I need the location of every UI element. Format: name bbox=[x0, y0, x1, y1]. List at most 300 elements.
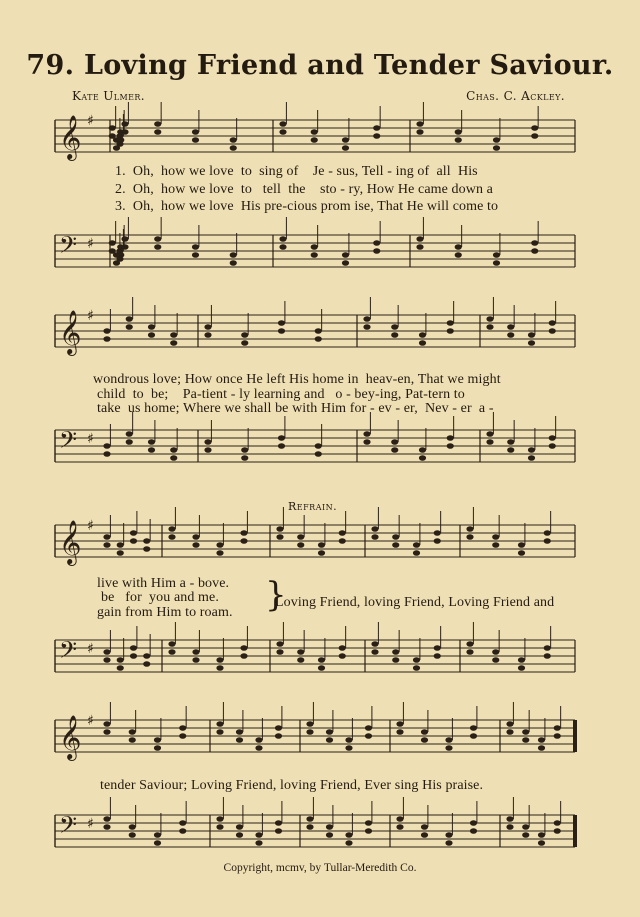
note-head bbox=[506, 721, 513, 727]
note-head bbox=[278, 328, 285, 334]
note-head bbox=[117, 665, 124, 671]
note-head bbox=[421, 729, 428, 735]
note-head bbox=[531, 125, 538, 131]
note-head bbox=[345, 745, 352, 751]
note-head bbox=[255, 840, 262, 846]
note-head bbox=[311, 129, 318, 135]
note-head bbox=[241, 332, 248, 338]
note-head bbox=[109, 248, 116, 254]
note-head bbox=[103, 649, 110, 655]
note-head bbox=[109, 125, 116, 131]
note-head bbox=[538, 737, 545, 743]
system-1-bass-staff bbox=[0, 225, 640, 285]
system-3-treble-staff bbox=[0, 515, 640, 575]
note-head bbox=[447, 443, 454, 449]
note-head bbox=[275, 725, 282, 731]
note-head bbox=[373, 133, 380, 139]
note-head bbox=[216, 721, 223, 727]
note-head bbox=[240, 645, 247, 651]
note-head bbox=[241, 340, 248, 346]
note-head bbox=[339, 530, 346, 536]
note-head bbox=[416, 121, 423, 127]
note-head bbox=[549, 328, 556, 334]
note-head bbox=[276, 641, 283, 647]
note-head bbox=[154, 244, 161, 250]
copyright-notice: Copyright, mcmv, by Tullar-Meredith Co. bbox=[223, 862, 417, 874]
system-2-verse-3: take us home; Where we shall be with Him for - ev - er, Nev - er a - bbox=[97, 401, 494, 416]
note-head bbox=[318, 542, 325, 548]
note-head bbox=[103, 729, 110, 735]
note-head bbox=[419, 447, 426, 453]
note-head bbox=[391, 332, 398, 338]
note-head bbox=[531, 240, 538, 246]
note-head bbox=[507, 439, 514, 445]
note-head bbox=[492, 534, 499, 540]
note-head bbox=[116, 248, 123, 254]
note-head bbox=[276, 534, 283, 540]
note-head bbox=[129, 832, 136, 838]
note-head bbox=[148, 439, 155, 445]
note-head bbox=[154, 832, 161, 838]
system-3-verse-1: live with Him a - bove. bbox=[97, 576, 230, 591]
sharp-icon: ♯ bbox=[87, 113, 94, 129]
note-head bbox=[240, 653, 247, 659]
note-head bbox=[396, 816, 403, 822]
note-head bbox=[170, 455, 177, 461]
system-1-verse-2: 2. Oh, how we love to tell the sto - ry, How He came down a bbox=[115, 182, 493, 197]
note-head bbox=[396, 721, 403, 727]
note-head bbox=[311, 244, 318, 250]
note-head bbox=[365, 725, 372, 731]
note-head bbox=[470, 725, 477, 731]
note-head bbox=[103, 657, 110, 663]
note-head bbox=[373, 248, 380, 254]
note-head bbox=[179, 725, 186, 731]
note-head bbox=[192, 244, 199, 250]
note-head bbox=[275, 820, 282, 826]
note-head bbox=[528, 332, 535, 338]
note-head bbox=[455, 244, 462, 250]
note-head bbox=[486, 431, 493, 437]
note-head bbox=[544, 645, 551, 651]
note-head bbox=[413, 665, 420, 671]
note-head bbox=[170, 340, 177, 346]
note-head bbox=[506, 729, 513, 735]
note-head bbox=[192, 129, 199, 135]
note-head bbox=[522, 824, 529, 830]
note-head bbox=[130, 645, 137, 651]
note-head bbox=[116, 133, 123, 139]
note-head bbox=[326, 832, 333, 838]
system-3-verse-2: be for you and me. bbox=[101, 590, 219, 605]
system-2-verse-1: wondrous love; How once He left His home in heav-en, That we might bbox=[93, 372, 501, 387]
note-head bbox=[255, 745, 262, 751]
note-head bbox=[342, 252, 349, 258]
note-head bbox=[447, 328, 454, 334]
note-head bbox=[236, 832, 243, 838]
note-head bbox=[204, 447, 211, 453]
note-head bbox=[130, 653, 137, 659]
note-head bbox=[342, 137, 349, 143]
note-head bbox=[121, 121, 128, 127]
note-head bbox=[168, 649, 175, 655]
note-head bbox=[179, 733, 186, 739]
note-head bbox=[492, 542, 499, 548]
note-head bbox=[507, 332, 514, 338]
note-head bbox=[421, 824, 428, 830]
verse-brace: } bbox=[265, 575, 287, 615]
note-head bbox=[117, 657, 124, 663]
note-head bbox=[470, 828, 477, 834]
sharp-icon: ♯ bbox=[87, 236, 94, 252]
note-head bbox=[318, 657, 325, 663]
note-head bbox=[216, 665, 223, 671]
note-head bbox=[297, 542, 304, 548]
note-head bbox=[103, 824, 110, 830]
note-head bbox=[345, 832, 352, 838]
note-head bbox=[129, 737, 136, 743]
note-head bbox=[466, 641, 473, 647]
note-head bbox=[116, 141, 123, 147]
note-head bbox=[109, 240, 116, 246]
system-2-bass-staff bbox=[0, 420, 640, 480]
note-head bbox=[455, 137, 462, 143]
note-head bbox=[455, 252, 462, 258]
note-head bbox=[549, 435, 556, 441]
note-head bbox=[371, 534, 378, 540]
note-head bbox=[522, 737, 529, 743]
note-head bbox=[143, 653, 150, 659]
note-head bbox=[129, 824, 136, 830]
note-head bbox=[179, 820, 186, 826]
note-head bbox=[276, 526, 283, 532]
note-head bbox=[103, 534, 110, 540]
note-head bbox=[365, 828, 372, 834]
system-3-refrain: Loving Friend, loving Friend, Loving Friend and bbox=[275, 595, 555, 610]
note-head bbox=[447, 320, 454, 326]
note-head bbox=[297, 649, 304, 655]
note-head bbox=[204, 324, 211, 330]
note-head bbox=[103, 451, 110, 457]
note-head bbox=[216, 824, 223, 830]
note-head bbox=[392, 534, 399, 540]
note-head bbox=[371, 526, 378, 532]
sharp-icon: ♯ bbox=[87, 713, 94, 729]
note-head bbox=[538, 840, 545, 846]
note-head bbox=[315, 336, 322, 342]
sharp-icon: ♯ bbox=[87, 308, 94, 324]
note-head bbox=[168, 526, 175, 532]
note-head bbox=[148, 324, 155, 330]
note-head bbox=[554, 733, 561, 739]
note-head bbox=[192, 649, 199, 655]
note-head bbox=[434, 653, 441, 659]
note-head bbox=[311, 252, 318, 258]
note-head bbox=[528, 455, 535, 461]
note-head bbox=[240, 538, 247, 544]
note-head bbox=[103, 542, 110, 548]
note-head bbox=[315, 443, 322, 449]
note-head bbox=[278, 320, 285, 326]
note-head bbox=[129, 729, 136, 735]
note-head bbox=[315, 328, 322, 334]
note-head bbox=[345, 840, 352, 846]
note-head bbox=[216, 542, 223, 548]
note-head bbox=[121, 236, 128, 242]
note-head bbox=[522, 729, 529, 735]
note-head bbox=[392, 649, 399, 655]
note-head bbox=[528, 340, 535, 346]
note-head bbox=[363, 439, 370, 445]
note-head bbox=[306, 824, 313, 830]
note-head bbox=[421, 737, 428, 743]
note-head bbox=[170, 332, 177, 338]
note-head bbox=[216, 816, 223, 822]
note-head bbox=[192, 137, 199, 143]
system-2-verse-2: child to be; Pa-tient - ly learning and o - bey-ing, Pat-tern to bbox=[97, 387, 465, 402]
treble-clef-icon: 𝄞 bbox=[59, 115, 82, 159]
note-head bbox=[326, 737, 333, 743]
note-head bbox=[419, 455, 426, 461]
hymn-title: Loving Friend and Tender Saviour. bbox=[83, 50, 614, 81]
system-3-bass-staff bbox=[0, 630, 640, 690]
note-head bbox=[216, 657, 223, 663]
note-head bbox=[342, 145, 349, 151]
note-head bbox=[492, 649, 499, 655]
sharp-icon: ♯ bbox=[87, 431, 94, 447]
bass-clef-icon: 𝄢 bbox=[59, 231, 78, 264]
note-head bbox=[236, 824, 243, 830]
note-head bbox=[275, 828, 282, 834]
note-head bbox=[538, 832, 545, 838]
note-head bbox=[241, 447, 248, 453]
note-head bbox=[126, 324, 133, 330]
note-head bbox=[126, 431, 133, 437]
lyricist-credit: Kate Ulmer. bbox=[72, 89, 145, 103]
note-head bbox=[445, 840, 452, 846]
note-head bbox=[103, 443, 110, 449]
hymn-title-line bbox=[0, 50, 640, 81]
note-head bbox=[230, 260, 237, 266]
note-head bbox=[416, 244, 423, 250]
note-head bbox=[528, 447, 535, 453]
note-head bbox=[255, 832, 262, 838]
note-head bbox=[168, 534, 175, 540]
note-head bbox=[391, 324, 398, 330]
note-head bbox=[255, 737, 262, 743]
note-head bbox=[413, 550, 420, 556]
note-head bbox=[103, 721, 110, 727]
note-head bbox=[126, 316, 133, 322]
note-head bbox=[116, 256, 123, 262]
note-head bbox=[493, 145, 500, 151]
note-head bbox=[518, 665, 525, 671]
hymn-number: 79. bbox=[26, 50, 75, 81]
note-head bbox=[154, 121, 161, 127]
note-head bbox=[445, 745, 452, 751]
note-head bbox=[506, 824, 513, 830]
note-head bbox=[126, 439, 133, 445]
note-head bbox=[493, 137, 500, 143]
note-head bbox=[373, 125, 380, 131]
bass-clef-icon: 𝄢 bbox=[59, 426, 78, 459]
note-head bbox=[204, 439, 211, 445]
note-head bbox=[342, 260, 349, 266]
note-head bbox=[154, 129, 161, 135]
note-head bbox=[518, 542, 525, 548]
note-head bbox=[117, 542, 124, 548]
note-head bbox=[447, 435, 454, 441]
note-head bbox=[143, 546, 150, 552]
treble-clef-icon: 𝄞 bbox=[59, 520, 82, 564]
note-head bbox=[419, 332, 426, 338]
note-head bbox=[143, 661, 150, 667]
system-4-bass-staff bbox=[0, 805, 640, 865]
note-head bbox=[507, 324, 514, 330]
note-head bbox=[117, 550, 124, 556]
note-head bbox=[279, 121, 286, 127]
note-head bbox=[363, 431, 370, 437]
note-head bbox=[204, 332, 211, 338]
note-head bbox=[544, 538, 551, 544]
note-head bbox=[306, 816, 313, 822]
note-head bbox=[279, 244, 286, 250]
note-head bbox=[230, 145, 237, 151]
note-head bbox=[392, 542, 399, 548]
note-head bbox=[538, 745, 545, 751]
system-1-verse-3: 3. Oh, how we love His pre-cious prom ise, That He will come to bbox=[115, 199, 499, 214]
note-head bbox=[421, 832, 428, 838]
note-head bbox=[279, 236, 286, 242]
note-head bbox=[241, 455, 248, 461]
note-head bbox=[154, 737, 161, 743]
sharp-icon: ♯ bbox=[87, 641, 94, 657]
treble-clef-icon: 𝄞 bbox=[59, 310, 82, 354]
note-head bbox=[236, 729, 243, 735]
note-head bbox=[192, 534, 199, 540]
note-head bbox=[326, 824, 333, 830]
note-head bbox=[470, 733, 477, 739]
note-head bbox=[419, 340, 426, 346]
note-head bbox=[278, 443, 285, 449]
note-head bbox=[554, 725, 561, 731]
note-head bbox=[466, 526, 473, 532]
note-head bbox=[413, 542, 420, 548]
note-head bbox=[192, 542, 199, 548]
system-4-treble-staff bbox=[0, 710, 640, 770]
note-head bbox=[363, 324, 370, 330]
note-head bbox=[230, 137, 237, 143]
note-head bbox=[339, 538, 346, 544]
note-head bbox=[170, 447, 177, 453]
note-head bbox=[318, 665, 325, 671]
note-head bbox=[240, 530, 247, 536]
note-head bbox=[109, 133, 116, 139]
note-head bbox=[365, 733, 372, 739]
note-head bbox=[391, 447, 398, 453]
note-head bbox=[276, 649, 283, 655]
note-head bbox=[522, 832, 529, 838]
note-head bbox=[506, 816, 513, 822]
note-head bbox=[216, 550, 223, 556]
note-head bbox=[391, 439, 398, 445]
note-head bbox=[306, 721, 313, 727]
note-head bbox=[154, 840, 161, 846]
note-head bbox=[445, 737, 452, 743]
note-head bbox=[373, 240, 380, 246]
system-1-verse-1: 1. Oh, how we love to sing of Je - sus, Tell - ing of all His bbox=[115, 164, 478, 179]
note-head bbox=[544, 653, 551, 659]
note-head bbox=[554, 820, 561, 826]
note-head bbox=[179, 828, 186, 834]
note-head bbox=[365, 820, 372, 826]
note-head bbox=[544, 530, 551, 536]
system-3-verse-3: gain from Him to roam. bbox=[97, 605, 233, 620]
note-head bbox=[486, 324, 493, 330]
note-head bbox=[434, 645, 441, 651]
bass-clef-icon: 𝄢 bbox=[59, 636, 78, 669]
note-head bbox=[518, 657, 525, 663]
note-head bbox=[154, 745, 161, 751]
refrain-label: Refrain. bbox=[288, 500, 338, 513]
note-head bbox=[345, 737, 352, 743]
note-head bbox=[554, 828, 561, 834]
note-head bbox=[371, 649, 378, 655]
note-head bbox=[507, 447, 514, 453]
note-head bbox=[192, 657, 199, 663]
bass-clef-icon: 𝄢 bbox=[59, 811, 78, 844]
note-head bbox=[413, 657, 420, 663]
sharp-icon: ♯ bbox=[87, 816, 94, 832]
note-head bbox=[168, 641, 175, 647]
note-head bbox=[549, 443, 556, 449]
system-4-refrain: tender Saviour; Loving Friend, loving Friend, Ever sing His praise. bbox=[100, 778, 484, 793]
note-head bbox=[466, 649, 473, 655]
note-head bbox=[275, 733, 282, 739]
note-head bbox=[416, 129, 423, 135]
note-head bbox=[549, 320, 556, 326]
note-head bbox=[278, 435, 285, 441]
note-head bbox=[154, 236, 161, 242]
note-head bbox=[518, 550, 525, 556]
note-head bbox=[143, 538, 150, 544]
note-head bbox=[130, 530, 137, 536]
note-head bbox=[216, 729, 223, 735]
note-head bbox=[339, 653, 346, 659]
note-head bbox=[306, 729, 313, 735]
note-head bbox=[130, 538, 137, 544]
note-head bbox=[279, 129, 286, 135]
system-2-treble-staff bbox=[0, 305, 640, 365]
note-head bbox=[326, 729, 333, 735]
note-head bbox=[416, 236, 423, 242]
note-head bbox=[311, 137, 318, 143]
note-head bbox=[396, 729, 403, 735]
note-head bbox=[492, 657, 499, 663]
note-head bbox=[392, 657, 399, 663]
sharp-icon: ♯ bbox=[87, 518, 94, 534]
note-head bbox=[297, 534, 304, 540]
note-head bbox=[466, 534, 473, 540]
note-head bbox=[339, 645, 346, 651]
note-head bbox=[192, 252, 199, 258]
note-head bbox=[486, 316, 493, 322]
note-head bbox=[103, 816, 110, 822]
note-head bbox=[493, 252, 500, 258]
note-head bbox=[236, 737, 243, 743]
note-head bbox=[103, 328, 110, 334]
note-head bbox=[230, 252, 237, 258]
